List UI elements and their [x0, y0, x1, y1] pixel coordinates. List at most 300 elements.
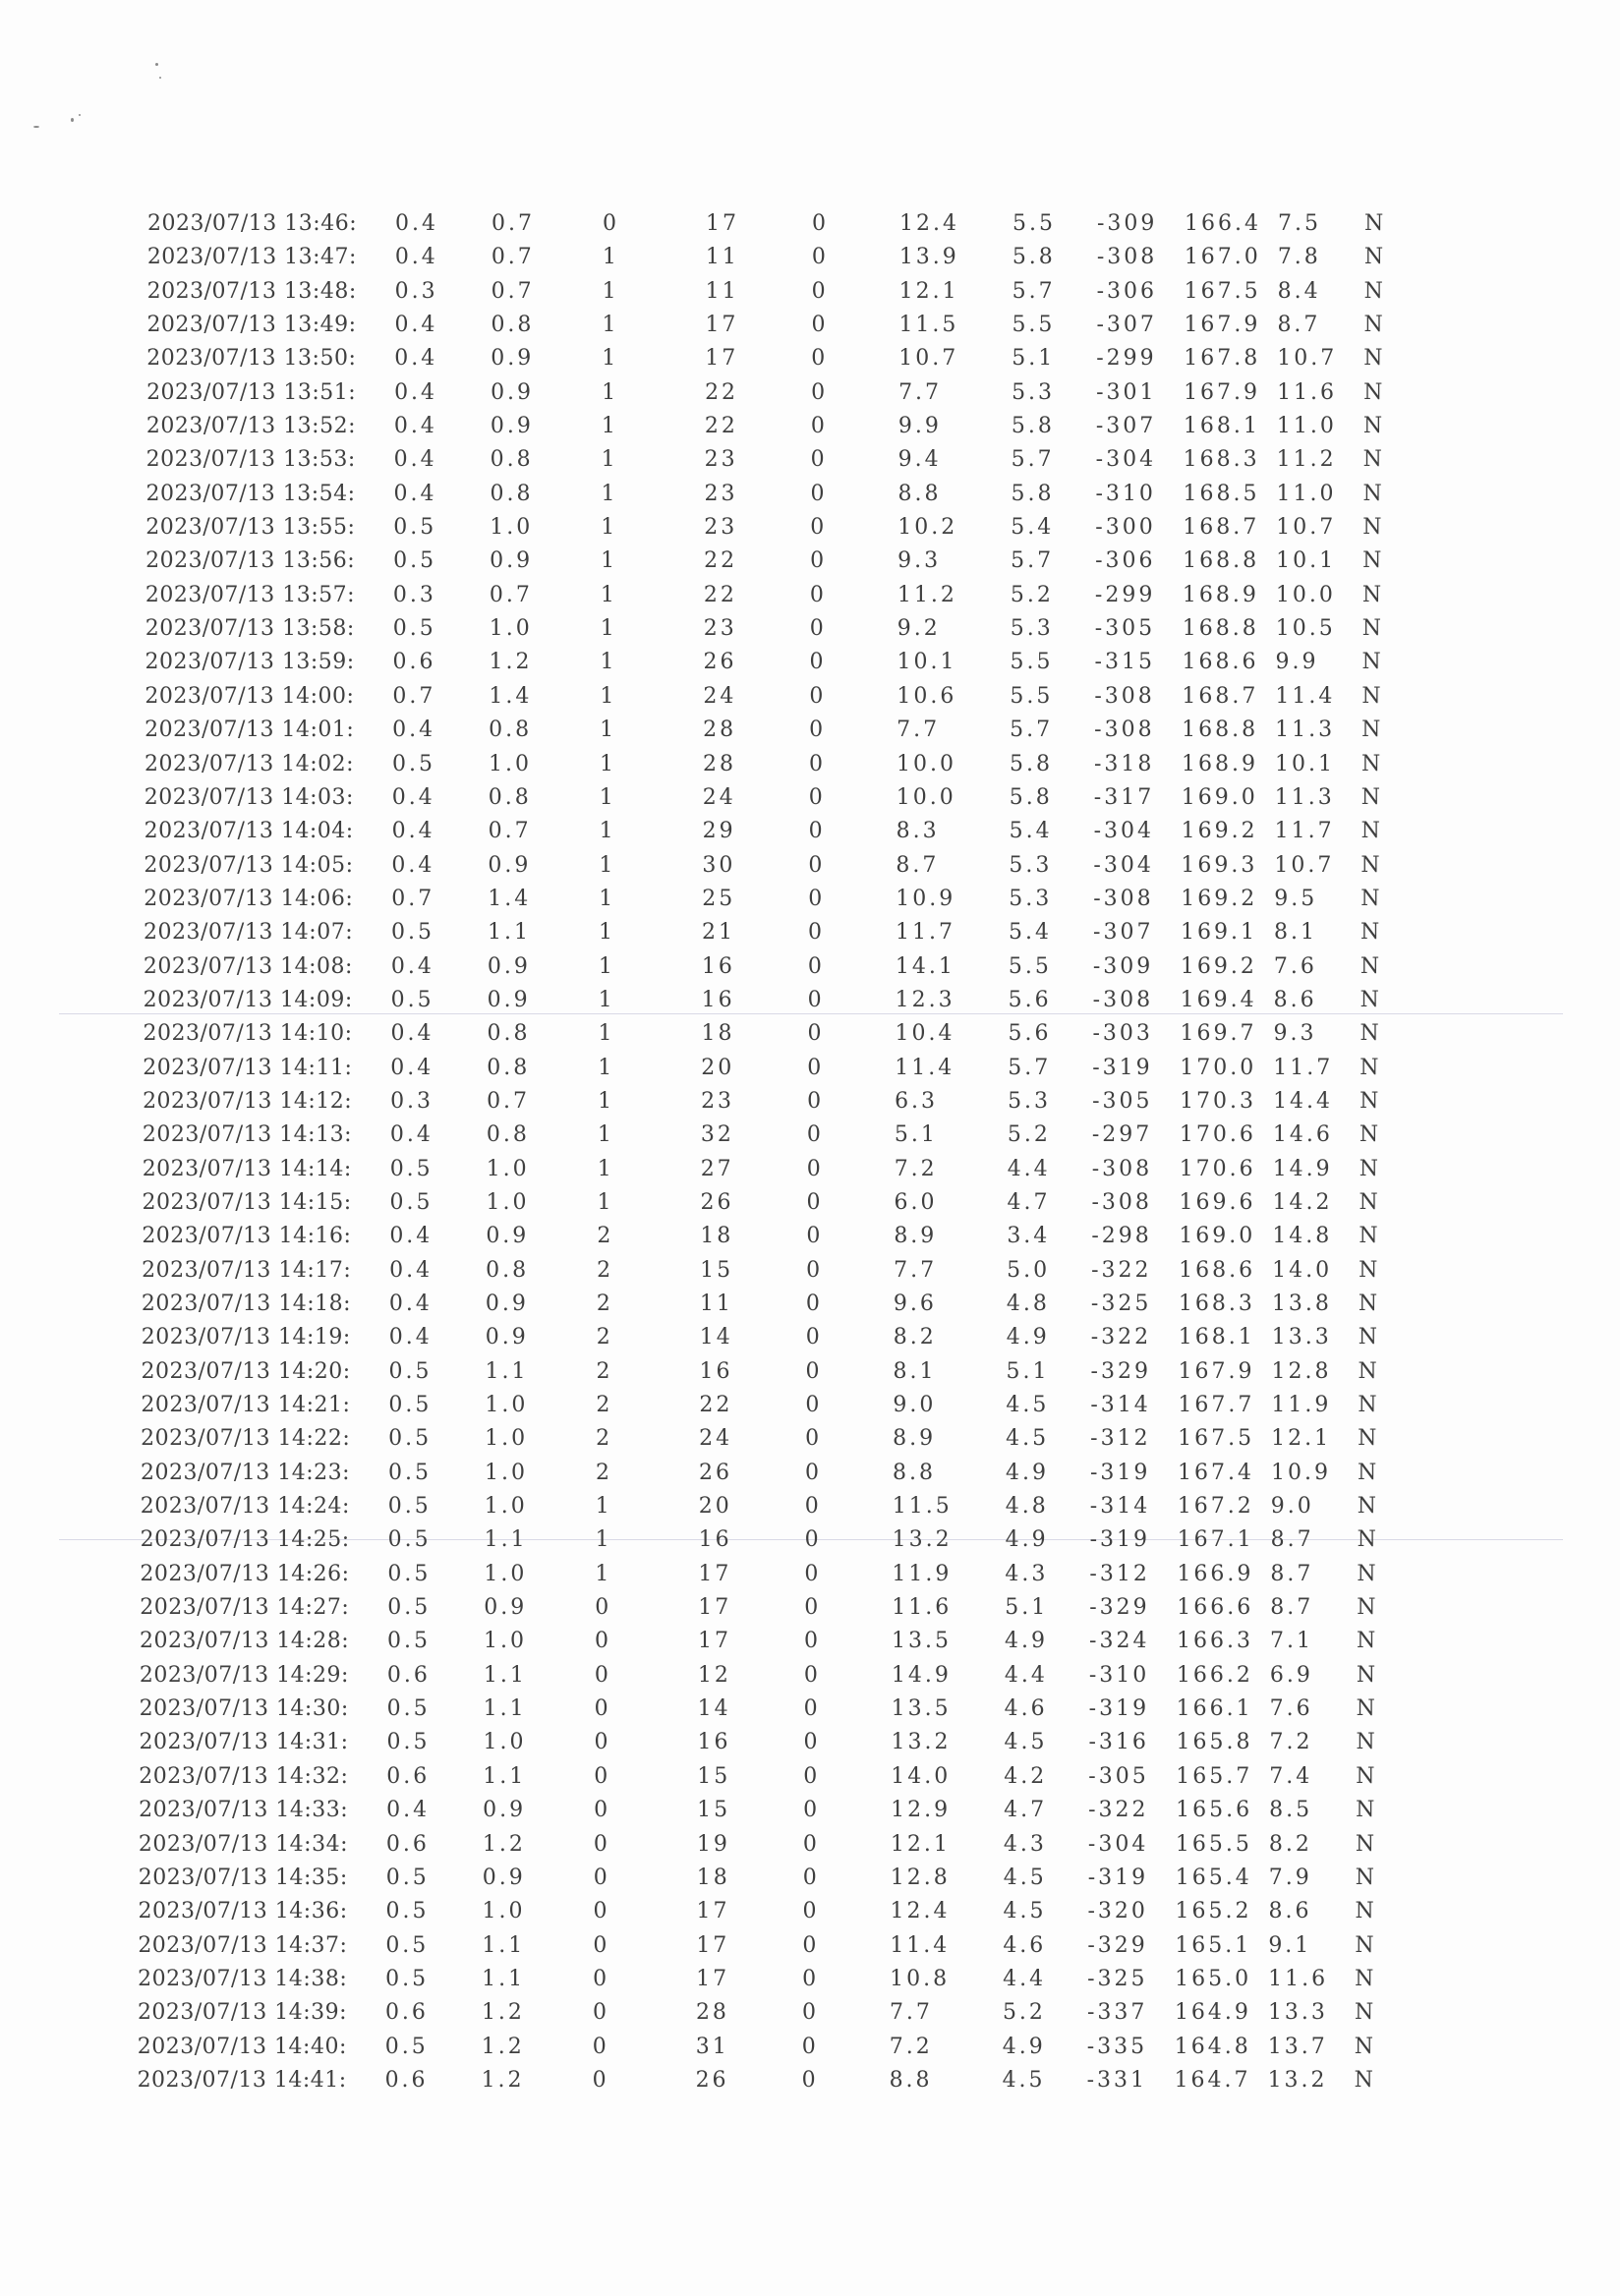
- cell-value-3: 2: [596, 1393, 613, 1418]
- cell-timestamp: 2023/07/13 13:48:: [146, 278, 357, 304]
- cell-value-8: -318: [1093, 751, 1155, 776]
- cell-timestamp: 2023/07/13 14:33:: [139, 1798, 349, 1823]
- cell-value-9: 166.1: [1176, 1696, 1253, 1722]
- cell-value-1: 0.4: [389, 1257, 434, 1283]
- cell-status-flag: N: [1360, 852, 1380, 878]
- cell-value-8: -322: [1090, 1325, 1152, 1350]
- cell-value-6: 12.4: [890, 1899, 951, 1924]
- cell-value-9: 168.7: [1183, 515, 1260, 541]
- cell-value-4: 29: [702, 819, 736, 844]
- cell-value-8: -329: [1090, 1358, 1151, 1384]
- cell-value-8: -317: [1093, 784, 1155, 810]
- cell-value-6: 14.0: [891, 1763, 952, 1789]
- cell-value-6: 8.9: [894, 1224, 938, 1249]
- cell-value-4: 27: [700, 1156, 734, 1181]
- cell-status-flag: N: [1356, 1763, 1375, 1789]
- cell-value-7: 5.5: [1012, 211, 1056, 236]
- cell-value-9: 169.2: [1181, 886, 1258, 911]
- table-row: [0, 1929, 1620, 1963]
- cell-timestamp: 2023/07/13 13:53:: [145, 447, 356, 473]
- cell-value-8: -306: [1096, 278, 1158, 304]
- cell-value-3: 0: [593, 1932, 610, 1958]
- table-row: [0, 849, 1620, 883]
- cell-value-7: 5.2: [1007, 1122, 1051, 1148]
- cell-value-2: 1.0: [485, 1393, 529, 1418]
- cell-value-4: 17: [705, 346, 739, 372]
- cell-status-flag: N: [1358, 1393, 1377, 1418]
- cell-value-7: 4.9: [1006, 1325, 1050, 1350]
- cell-value-10: 13.7: [1267, 2034, 1328, 2059]
- cell-value-7: 4.4: [1003, 1966, 1047, 1991]
- cell-value-5: 0: [803, 1763, 821, 1789]
- cell-value-7: 5.0: [1007, 1257, 1051, 1283]
- cell-value-4: 16: [699, 1358, 733, 1384]
- cell-value-9: 169.0: [1181, 784, 1258, 810]
- cell-value-4: 14: [697, 1696, 731, 1722]
- cell-value-10: 11.3: [1274, 784, 1335, 810]
- cell-value-10: 9.1: [1268, 1932, 1312, 1958]
- cell-value-9: 165.6: [1176, 1798, 1253, 1823]
- cell-value-5: 0: [804, 1629, 822, 1654]
- cell-value-10: 8.6: [1273, 987, 1317, 1012]
- cell-value-2: 0.9: [490, 548, 534, 574]
- cell-timestamp: 2023/07/13 14:00:: [145, 683, 355, 709]
- cell-status-flag: N: [1355, 1831, 1375, 1857]
- cell-status-flag: N: [1363, 346, 1383, 372]
- cell-value-7: 4.3: [1003, 1831, 1047, 1857]
- cell-value-9: 169.0: [1179, 1224, 1256, 1249]
- cell-value-3: 1: [601, 515, 618, 541]
- cell-value-7: 5.1: [1012, 346, 1056, 372]
- cell-timestamp: 2023/07/13 13:56:: [145, 548, 356, 574]
- cell-timestamp: 2023/07/13 14:21:: [141, 1393, 351, 1418]
- cell-value-7: 5.3: [1009, 852, 1053, 878]
- cell-value-2: 1.0: [488, 751, 532, 776]
- cell-value-5: 0: [802, 1865, 820, 1890]
- cell-value-1: 0.4: [391, 784, 435, 810]
- cell-value-2: 0.9: [490, 414, 534, 439]
- cell-value-5: 0: [807, 1055, 825, 1080]
- cell-value-3: 1: [602, 245, 619, 270]
- table-row: [0, 1828, 1620, 1862]
- cell-value-6: 10.4: [895, 1021, 955, 1047]
- table-row: [0, 478, 1620, 511]
- cell-value-4: 26: [703, 650, 737, 675]
- cell-value-6: 12.4: [899, 211, 959, 236]
- cell-value-10: 8.5: [1269, 1798, 1313, 1823]
- cell-value-4: 14: [699, 1325, 733, 1350]
- cell-value-7: 5.8: [1011, 481, 1055, 506]
- cell-value-1: 0.5: [388, 1393, 433, 1418]
- cell-value-9: 167.1: [1177, 1527, 1254, 1553]
- cell-value-7: 5.8: [1011, 414, 1055, 439]
- cell-value-3: 1: [597, 1156, 614, 1181]
- cell-value-8: -303: [1092, 1021, 1153, 1047]
- cell-value-5: 0: [805, 1325, 823, 1350]
- cell-value-5: 0: [811, 313, 829, 338]
- cell-value-10: 10.1: [1274, 751, 1335, 776]
- scan-speck: [33, 126, 39, 128]
- cell-value-9: 165.2: [1175, 1899, 1252, 1924]
- cell-value-7: 3.4: [1007, 1224, 1051, 1249]
- cell-value-8: -312: [1090, 1426, 1151, 1452]
- cell-value-1: 0.4: [389, 1122, 434, 1148]
- cell-value-1: 0.5: [387, 1460, 432, 1485]
- cell-value-4: 15: [697, 1763, 731, 1789]
- cell-value-8: -304: [1087, 1831, 1149, 1857]
- cell-value-9: 169.1: [1181, 920, 1257, 946]
- cell-value-5: 0: [810, 414, 828, 439]
- cell-timestamp: 2023/07/13 14:09:: [143, 987, 353, 1012]
- cell-value-4: 22: [705, 379, 739, 405]
- cell-value-1: 0.4: [390, 953, 434, 979]
- cell-value-8: -307: [1096, 313, 1157, 338]
- table-row: [0, 1693, 1620, 1726]
- cell-value-9: 170.0: [1180, 1055, 1257, 1080]
- cell-value-5: 0: [804, 1595, 822, 1621]
- cell-value-7: 5.3: [1010, 616, 1054, 642]
- cell-value-2: 1.0: [484, 1629, 528, 1654]
- cell-value-9: 165.7: [1176, 1763, 1253, 1789]
- cell-value-10: 7.2: [1269, 1730, 1313, 1755]
- cell-value-9: 167.5: [1178, 1426, 1255, 1452]
- cell-value-7: 5.3: [1012, 379, 1056, 405]
- cell-value-8: -308: [1094, 718, 1155, 743]
- cell-value-2: 1.2: [481, 2067, 525, 2093]
- cell-value-7: 4.5: [1002, 2067, 1046, 2093]
- cell-value-9: 167.9: [1184, 379, 1261, 405]
- cell-timestamp: 2023/07/13 14:32:: [139, 1763, 349, 1789]
- cell-value-2: 0.8: [490, 481, 534, 506]
- cell-value-10: 10.7: [1277, 346, 1338, 372]
- cell-value-4: 19: [696, 1831, 730, 1857]
- cell-value-6: 11.2: [897, 582, 957, 607]
- cell-value-6: 14.9: [891, 1662, 952, 1688]
- cell-timestamp: 2023/07/13 13:46:: [147, 211, 358, 236]
- cell-value-10: 11.4: [1275, 683, 1336, 709]
- cell-status-flag: N: [1363, 379, 1383, 405]
- cell-value-5: 0: [808, 751, 826, 776]
- cell-value-5: 0: [810, 515, 828, 541]
- cell-value-2: 0.7: [487, 1088, 531, 1114]
- cell-value-4: 16: [697, 1730, 731, 1755]
- cell-status-flag: N: [1355, 1865, 1374, 1890]
- cell-value-4: 23: [704, 481, 738, 506]
- cell-value-7: 4.8: [1005, 1494, 1049, 1520]
- cell-value-6: 8.7: [896, 852, 940, 878]
- cell-value-3: 0: [592, 2000, 609, 2026]
- cell-timestamp: 2023/07/13 14:01:: [145, 718, 355, 743]
- cell-value-7: 4.7: [1004, 1798, 1048, 1823]
- table-row: [0, 545, 1620, 578]
- cell-value-4: 25: [702, 886, 736, 911]
- table-row: [0, 1321, 1620, 1354]
- cell-value-2: 1.2: [482, 1831, 526, 1857]
- cell-value-8: -319: [1087, 1865, 1149, 1890]
- cell-value-7: 4.9: [1005, 1527, 1049, 1553]
- table-row: [0, 443, 1620, 477]
- cell-value-2: 1.0: [486, 1156, 530, 1181]
- cell-value-10: 12.8: [1271, 1358, 1332, 1384]
- cell-value-1: 0.3: [390, 1088, 434, 1114]
- cell-timestamp: 2023/07/13 14:10:: [143, 1021, 353, 1047]
- cell-value-5: 0: [804, 1561, 822, 1586]
- table-row: [0, 1760, 1620, 1794]
- cell-timestamp: 2023/07/13 14:26:: [140, 1561, 350, 1586]
- cell-value-1: 0.5: [386, 1696, 431, 1722]
- cell-value-9: 166.9: [1177, 1561, 1254, 1586]
- cell-value-6: 6.3: [895, 1088, 939, 1114]
- cell-value-10: 9.5: [1274, 886, 1318, 911]
- cell-status-flag: N: [1354, 2034, 1373, 2059]
- cell-value-1: 0.7: [391, 886, 435, 911]
- cell-value-10: 8.7: [1277, 313, 1321, 338]
- cell-value-4: 21: [702, 920, 736, 946]
- cell-value-3: 0: [594, 1696, 611, 1722]
- cell-value-3: 0: [593, 1899, 610, 1924]
- cell-value-7: 4.5: [1003, 1899, 1047, 1924]
- cell-value-5: 0: [811, 245, 829, 270]
- cell-value-6: 7.7: [894, 1257, 938, 1283]
- cell-value-9: 164.9: [1174, 2000, 1251, 2026]
- cell-value-2: 0.9: [491, 379, 535, 405]
- cell-value-9: 165.0: [1175, 1966, 1252, 1991]
- table-row: [0, 275, 1620, 309]
- cell-value-5: 0: [810, 481, 828, 506]
- cell-value-4: 23: [701, 1088, 735, 1114]
- cell-value-2: 0.8: [487, 1055, 531, 1080]
- cell-timestamp: 2023/07/13 14:36:: [138, 1899, 348, 1924]
- cell-value-8: -310: [1095, 481, 1156, 506]
- scan-speck: [155, 63, 158, 66]
- cell-timestamp: 2023/07/13 14:29:: [139, 1662, 349, 1688]
- cell-value-10: 8.6: [1268, 1899, 1312, 1924]
- cell-value-10: 7.8: [1277, 245, 1321, 270]
- cell-value-6: 11.5: [892, 1494, 953, 1520]
- cell-status-flag: N: [1355, 1899, 1374, 1924]
- cell-value-5: 0: [808, 886, 826, 911]
- cell-value-1: 0.5: [389, 1189, 434, 1215]
- cell-value-7: 5.7: [1011, 548, 1055, 574]
- cell-value-2: 1.2: [481, 2000, 525, 2026]
- cell-value-1: 0.4: [391, 819, 435, 844]
- cell-value-4: 11: [699, 1292, 733, 1316]
- cell-value-5: 0: [801, 2067, 819, 2093]
- cell-value-4: 17: [705, 313, 739, 338]
- cell-value-9: 165.5: [1175, 1831, 1252, 1857]
- cell-value-3: 0: [593, 1966, 610, 1991]
- cell-value-8: -310: [1088, 1662, 1150, 1688]
- cell-value-5: 0: [812, 211, 829, 236]
- cell-status-flag: N: [1357, 1595, 1376, 1621]
- cell-value-8: -324: [1089, 1629, 1150, 1654]
- cell-value-2: 0.9: [484, 1595, 528, 1621]
- cell-value-7: 5.3: [1008, 1088, 1052, 1114]
- cell-value-6: 8.8: [897, 481, 942, 506]
- cell-value-8: -297: [1091, 1122, 1153, 1148]
- cell-value-10: 7.9: [1268, 1865, 1312, 1890]
- cell-value-2: 1.0: [483, 1730, 527, 1755]
- cell-value-7: 5.7: [1010, 718, 1054, 743]
- table-row: [0, 1085, 1620, 1119]
- cell-value-6: 13.5: [892, 1629, 953, 1654]
- cell-status-flag: N: [1360, 920, 1380, 946]
- cell-value-10: 13.3: [1267, 2000, 1328, 2026]
- cell-value-7: 5.7: [1011, 447, 1055, 473]
- cell-value-7: 5.7: [1008, 1055, 1052, 1080]
- cell-value-9: 167.9: [1178, 1358, 1255, 1384]
- cell-status-flag: N: [1355, 1932, 1374, 1958]
- cell-status-flag: N: [1360, 1088, 1379, 1114]
- cell-value-5: 0: [806, 1122, 824, 1148]
- cell-value-10: 7.5: [1278, 211, 1321, 236]
- cell-value-8: -319: [1088, 1696, 1150, 1722]
- cell-value-8: -308: [1091, 1189, 1152, 1215]
- cell-value-3: 1: [598, 1088, 615, 1114]
- cell-value-2: 1.0: [489, 616, 533, 642]
- cell-value-8: -329: [1089, 1595, 1150, 1621]
- table-row: [0, 883, 1620, 916]
- cell-value-9: 168.3: [1183, 447, 1260, 473]
- cell-value-6: 8.8: [892, 1460, 936, 1485]
- cell-value-4: 15: [700, 1257, 734, 1283]
- cell-value-6: 13.2: [892, 1527, 953, 1553]
- cell-value-4: 17: [696, 1966, 730, 1991]
- table-row: [0, 1389, 1620, 1422]
- cell-value-5: 0: [807, 1021, 825, 1047]
- cell-value-8: -320: [1087, 1899, 1148, 1924]
- cell-value-4: 17: [696, 1932, 730, 1958]
- cell-value-9: 168.1: [1178, 1325, 1255, 1350]
- cell-value-2: 0.9: [485, 1292, 529, 1316]
- table-row: [0, 748, 1620, 781]
- cell-timestamp: 2023/07/13 14:17:: [142, 1257, 352, 1283]
- cell-value-3: 0: [595, 1595, 612, 1621]
- cell-value-2: 0.9: [488, 852, 532, 878]
- scan-speck: [79, 114, 81, 116]
- cell-value-4: 26: [698, 1460, 732, 1485]
- cell-value-1: 0.6: [386, 1763, 431, 1789]
- cell-value-8: -319: [1089, 1527, 1151, 1553]
- cell-value-2: 1.0: [484, 1561, 528, 1586]
- cell-timestamp: 2023/07/13 14:28:: [140, 1629, 350, 1654]
- cell-value-10: 12.1: [1271, 1426, 1332, 1452]
- cell-value-8: -315: [1094, 650, 1155, 675]
- cell-value-6: 14.1: [895, 953, 955, 979]
- cell-timestamp: 2023/07/13 14:22:: [141, 1426, 351, 1452]
- cell-value-1: 0.5: [387, 1561, 432, 1586]
- cell-value-8: -304: [1093, 819, 1155, 844]
- cell-value-1: 0.4: [391, 852, 435, 878]
- cell-value-6: 10.9: [896, 886, 956, 911]
- cell-timestamp: 2023/07/13 14:31:: [139, 1730, 349, 1755]
- cell-value-1: 0.5: [387, 1494, 432, 1520]
- cell-timestamp: 2023/07/13 14:18:: [141, 1292, 352, 1316]
- cell-value-8: -305: [1092, 1088, 1153, 1114]
- cell-value-2: 1.2: [481, 2034, 525, 2059]
- cell-value-3: 2: [596, 1292, 613, 1316]
- cell-value-9: 168.5: [1183, 481, 1260, 506]
- cell-value-5: 0: [807, 1088, 825, 1114]
- cell-value-8: -325: [1087, 1966, 1148, 1991]
- cell-value-1: 0.4: [394, 346, 438, 372]
- cell-value-9: 166.6: [1177, 1595, 1254, 1621]
- cell-value-10: 10.0: [1275, 582, 1336, 607]
- cell-value-8: -305: [1088, 1763, 1149, 1789]
- cell-value-1: 0.4: [388, 1325, 433, 1350]
- cell-value-3: 0: [594, 1730, 611, 1755]
- cell-value-2: 1.1: [482, 1932, 526, 1958]
- cell-status-flag: N: [1356, 1730, 1375, 1755]
- cell-value-5: 0: [806, 1257, 824, 1283]
- cell-value-2: 0.8: [486, 1257, 530, 1283]
- cell-value-4: 11: [705, 245, 739, 270]
- cell-timestamp: 2023/07/13 13:49:: [146, 313, 357, 338]
- cell-value-10: 6.9: [1269, 1662, 1313, 1688]
- cell-value-9: 165.4: [1175, 1865, 1252, 1890]
- cell-value-5: 0: [811, 379, 829, 405]
- cell-value-6: 10.8: [890, 1966, 951, 1991]
- cell-timestamp: 2023/07/13 13:52:: [145, 414, 356, 439]
- cell-value-9: 166.3: [1177, 1629, 1254, 1654]
- cell-value-5: 0: [806, 1156, 824, 1181]
- cell-value-3: 1: [600, 650, 617, 675]
- cell-value-5: 0: [805, 1426, 823, 1452]
- cell-value-9: 169.6: [1179, 1189, 1256, 1215]
- cell-value-3: 0: [593, 1831, 610, 1857]
- cell-value-5: 0: [801, 2034, 819, 2059]
- cell-value-1: 0.5: [387, 1527, 432, 1553]
- cell-value-10: 10.5: [1275, 616, 1336, 642]
- table-row: [0, 1659, 1620, 1693]
- cell-value-9: 168.8: [1183, 548, 1260, 574]
- cell-timestamp: 2023/07/13 14:14:: [142, 1156, 352, 1181]
- cell-value-9: 167.4: [1177, 1460, 1254, 1485]
- cell-value-4: 23: [703, 616, 737, 642]
- cell-timestamp: 2023/07/13 14:11:: [143, 1055, 353, 1080]
- cell-value-6: 11.9: [892, 1561, 953, 1586]
- cell-value-10: 11.0: [1276, 481, 1337, 506]
- cell-value-1: 0.6: [384, 2000, 429, 2026]
- table-row: [0, 1726, 1620, 1759]
- table-row: [0, 1490, 1620, 1523]
- table-row: [0, 680, 1620, 714]
- cell-value-3: 1: [600, 683, 617, 709]
- table-row: [0, 410, 1620, 443]
- cell-value-2: 0.7: [491, 245, 535, 270]
- cell-value-10: 11.7: [1273, 1055, 1334, 1080]
- cell-value-10: 9.0: [1270, 1494, 1314, 1520]
- cell-value-3: 1: [599, 784, 616, 810]
- cell-value-7: 5.5: [1010, 650, 1054, 675]
- cell-value-6: 8.3: [896, 819, 940, 844]
- cell-value-1: 0.4: [393, 481, 437, 506]
- cell-value-4: 16: [701, 953, 735, 979]
- table-row: [0, 342, 1620, 375]
- cell-value-8: -319: [1089, 1460, 1151, 1485]
- cell-timestamp: 2023/07/13 14:25:: [140, 1527, 350, 1553]
- cell-value-2: 1.1: [484, 1527, 528, 1553]
- scan-speck: [159, 77, 161, 79]
- cell-value-1: 0.5: [388, 1426, 433, 1452]
- cell-status-flag: N: [1357, 1629, 1376, 1654]
- cell-value-10: 10.7: [1274, 852, 1335, 878]
- cell-value-5: 0: [802, 1966, 820, 1991]
- cell-value-3: 2: [596, 1325, 613, 1350]
- cell-value-1: 0.3: [394, 278, 438, 304]
- cell-value-7: 5.4: [1011, 515, 1055, 541]
- cell-value-9: 166.2: [1176, 1662, 1253, 1688]
